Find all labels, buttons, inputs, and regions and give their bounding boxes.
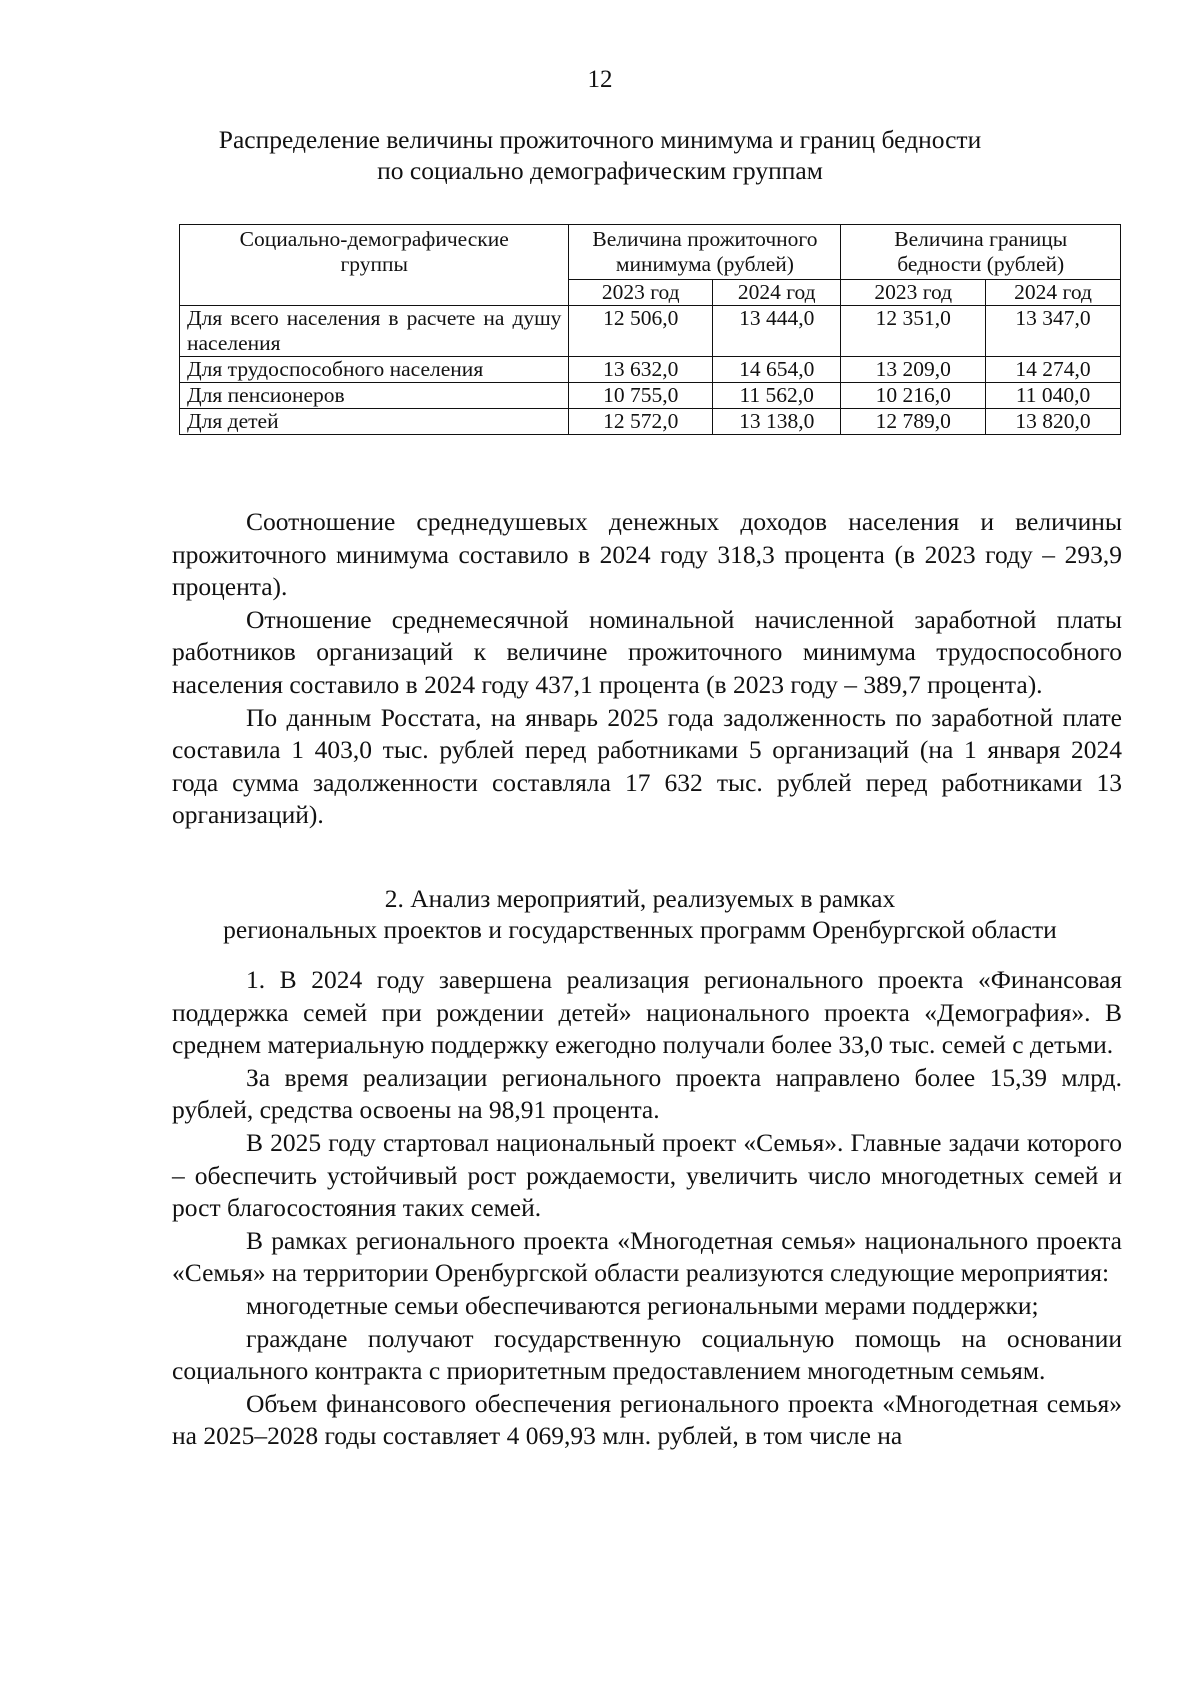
cell-min-2023: 12 506,0: [569, 306, 713, 357]
cell-min-2023: 10 755,0: [569, 383, 713, 409]
paragraph: В 2025 году стартовал национальный проект «Семья». Главные задачи которого – обеспечить устойчивый рост рождаемости, увеличить число многодетных семей и рост благосостояния таких семей.: [172, 1127, 1122, 1223]
section-heading-line-1: 2. Анализ мероприятий, реализуемых в рамках: [384, 884, 896, 913]
table-row: [180, 357, 1121, 383]
cell-pov-2023: 12 789,0: [841, 409, 986, 435]
header-year-min-2023: 2023 год: [569, 280, 713, 306]
body-block-regional-projects: [172, 964, 1122, 1453]
header-year-min-2024: 2024 год: [713, 280, 841, 306]
paragraph: В рамках регионального проекта «Многодетная семья» национального проекта «Семья» на территории Оренбургской области реализуются следующие мероприятия:: [172, 1225, 1122, 1288]
paragraph: Отношение среднемесячной номинальной начисленной заработной платы работников организаций к величине прожиточного минимума трудоспособного населения составило в 2024 году 437,1 процента (в 2023 году – 389,7 процента).: [172, 604, 1122, 699]
cell-min-2023: 13 632,0: [569, 357, 713, 383]
cell-min-2023: 12 572,0: [569, 409, 713, 435]
paragraph: Объем финансового обеспечения регионального проекта «Многодетная семья» на 2025–2028 годы составляет 4 069,93 млн. рублей, в том числе на: [172, 1388, 1122, 1451]
body-block-income-ratios: [172, 506, 1122, 832]
cell-min-2024: 14 654,0: [713, 357, 841, 383]
table-row: [180, 306, 1121, 357]
cell-pov-2024: 11 040,0: [986, 383, 1121, 409]
row-label: Для пенсионеров: [180, 383, 569, 409]
header-poverty-line: Величина границы бедности (рублей): [841, 225, 1121, 280]
header-subsistence-minimum: Величина прожиточного минимума (рублей): [569, 225, 841, 280]
paragraph: 1. В 2024 году завершена реализация регионального проекта «Финансовая поддержка семей при рождении детей» национального проекта «Демография». В среднем материальную поддержку ежегодно получали более 33,0 тыс. семей с детьми.: [172, 965, 1122, 1060]
table-row: [180, 409, 1121, 435]
paragraph: граждане получают государственную социальную помощь на основании социального контракта с приоритетным предоставлением многодетным семьям.: [172, 1323, 1122, 1386]
cell-pov-2024: 14 274,0: [986, 357, 1121, 383]
section-heading-line-2: региональных проектов и государственных программ Оренбургской области: [223, 915, 1057, 944]
cell-pov-2023: 12 351,0: [841, 306, 986, 357]
row-label: Для детей: [180, 409, 569, 435]
section-heading: [150, 883, 1130, 945]
table-title-line-1: Распределение величины прожиточного минимума и границ бедности: [218, 125, 982, 154]
cell-min-2024: 11 562,0: [713, 383, 841, 409]
table-row: [180, 383, 1121, 409]
header-year-pov-2024: 2024 год: [986, 280, 1121, 306]
header-social-groups: Социально-демографические группы: [180, 225, 569, 306]
cell-pov-2023: 13 209,0: [841, 357, 986, 383]
table-title: [150, 124, 1050, 186]
header-year-pov-2023: 2023 год: [841, 280, 986, 306]
row-label: Для трудоспособного населения: [180, 357, 569, 383]
paragraph: многодетные семьи обеспечиваются региональными мерами поддержки;: [246, 1290, 1039, 1320]
page-number: 12: [587, 66, 613, 93]
cell-pov-2024: 13 820,0: [986, 409, 1121, 435]
table-title-line-2: по социально демографическим группам: [377, 156, 823, 185]
subsistence-minimum-table: [179, 224, 1121, 435]
paragraph: Соотношение среднедушевых денежных доходов населения и величины прожиточного минимума составило в 2024 году 318,3 процента (в 2023 году – 293,9 процента).: [172, 507, 1122, 602]
paragraph: За время реализации регионального проекта направлено более 15,39 млрд. рублей, средства освоены на 98,91 процента.: [172, 1062, 1122, 1125]
cell-min-2024: 13 138,0: [713, 409, 841, 435]
paragraph: По данным Росстата, на январь 2025 года задолженность по заработной плате составила 1 403,0 тыс. рублей перед работниками 5 организаций (на 1 января 2024 года сумма задолженности составляла 17 632 тыс. рублей перед работниками 13 организаций).: [172, 702, 1122, 830]
row-label: Для всего населения в расчете на душу населения: [180, 306, 569, 357]
cell-min-2024: 13 444,0: [713, 306, 841, 357]
cell-pov-2023: 10 216,0: [841, 383, 986, 409]
cell-pov-2024: 13 347,0: [986, 306, 1121, 357]
